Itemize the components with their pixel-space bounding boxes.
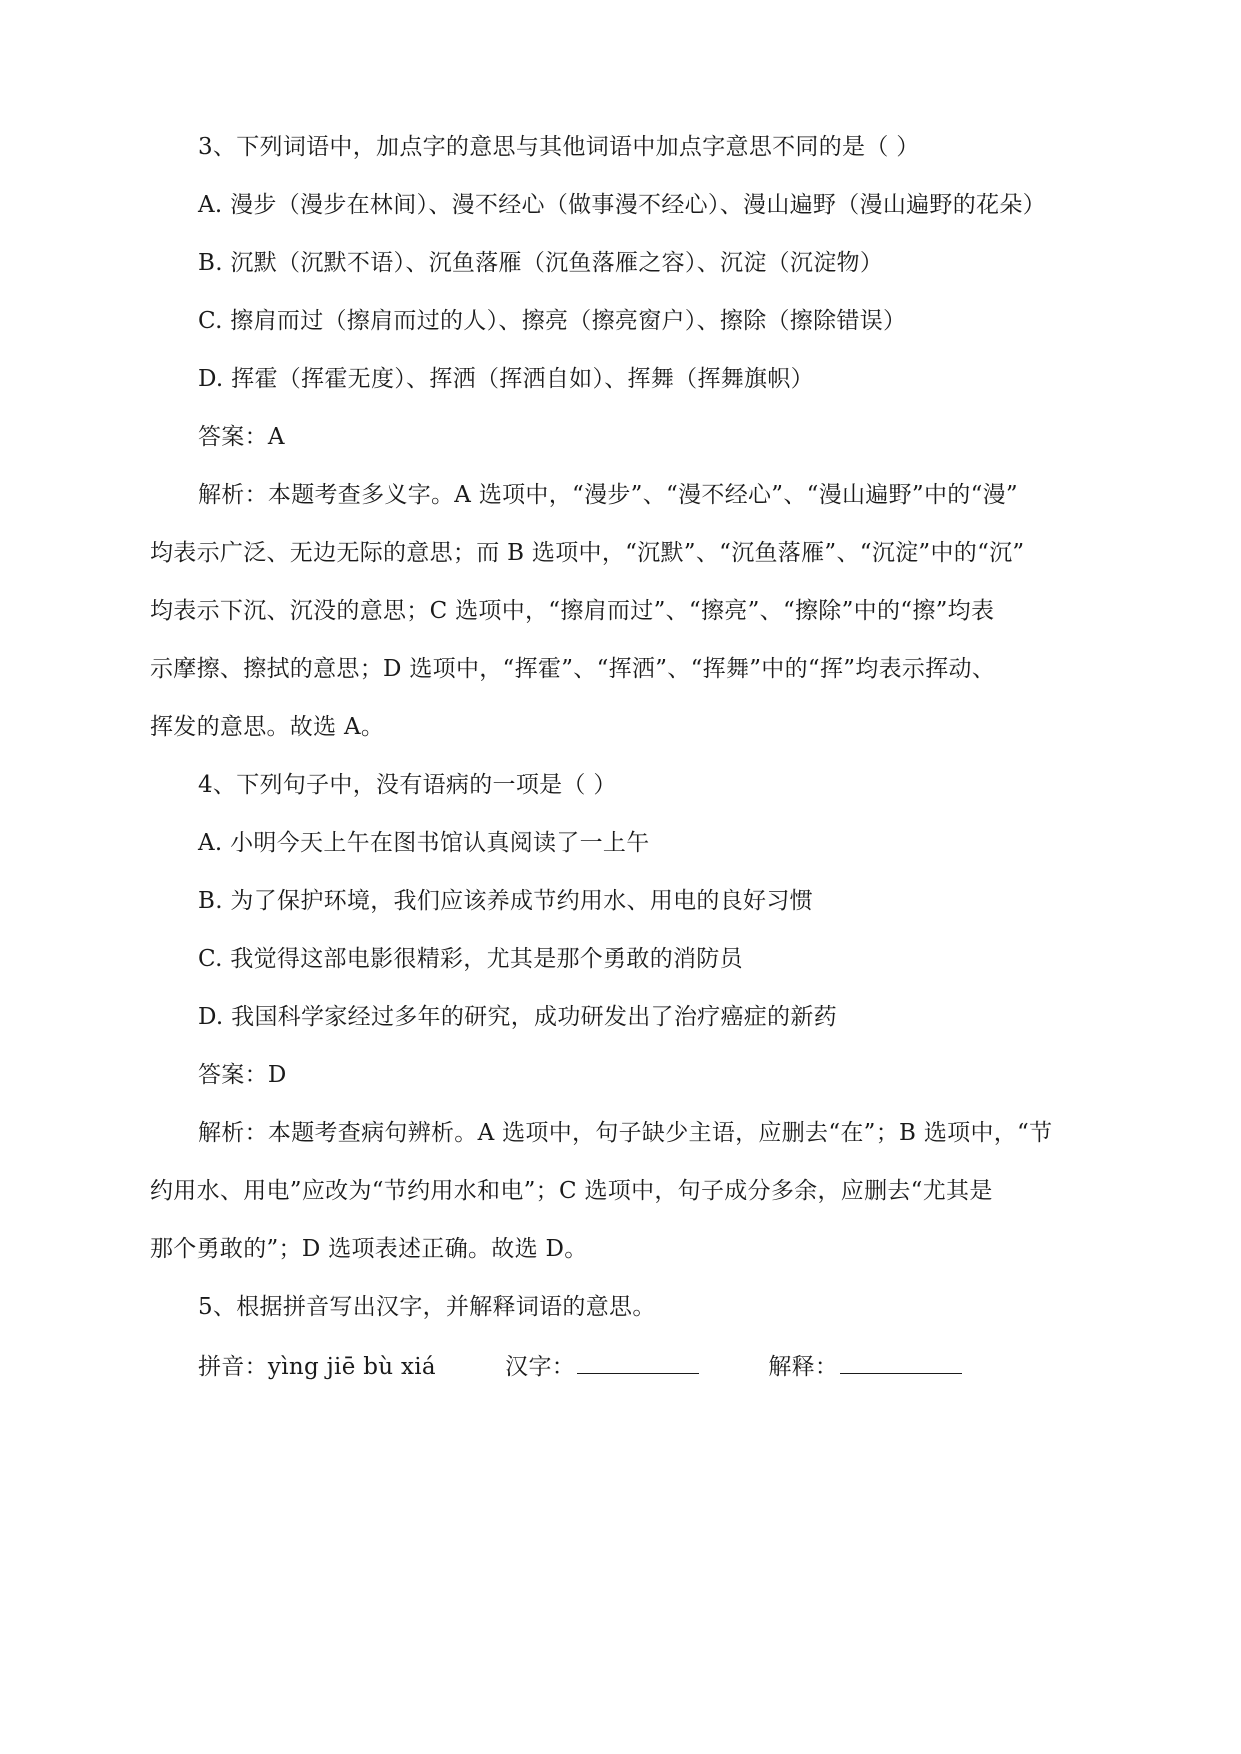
pinyin-text: yìng jiē bù xiá	[267, 1354, 436, 1380]
q4-answer: 答案：D	[198, 1062, 287, 1088]
q3-analysis-line-5: 挥发的意思。故选 A。	[150, 714, 385, 740]
q4-analysis-line-1: 解析：本题考查病句辨析。A 选项中，句子缺少主语，应删去“在”；B 选项中，“节	[198, 1120, 1053, 1146]
q4-option-a: A. 小明今天上午在图书馆认真阅读了一上午	[198, 830, 650, 856]
q3-analysis-line-3: 均表示下沉、沉没的意思；C 选项中，“擦肩而过”、“擦亮”、“擦除”中的“擦”均表	[150, 598, 995, 624]
q4-analysis-line-2: 约用水、用电”应改为“节约用水和电”；C 选项中，句子成分多余，应删去“尤其是	[150, 1178, 993, 1204]
q3-analysis-line-1: 解析：本题考查多义字。A 选项中，“漫步”、“漫不经心”、“漫山遍野”中的“漫”	[198, 482, 1018, 508]
q4-analysis-line-3: 那个勇敢的”；D 选项表述正确。故选 D。	[150, 1236, 588, 1262]
q4-option-d: D. 我国科学家经过多年的研究，成功研发出了治疗癌症的新药	[198, 1004, 837, 1030]
question-4: 4、下列句子中，没有语病的一项是（ ）	[198, 772, 617, 798]
hanzi-label: 汉字：	[505, 1354, 576, 1380]
hanzi-blank[interactable]	[577, 1349, 699, 1374]
question-5: 5、根据拼音写出汉字，并解释词语的意思。	[198, 1294, 656, 1320]
explain-blank[interactable]	[840, 1349, 962, 1374]
q3-analysis-line-4: 示摩擦、擦拭的意思；D 选项中，“挥霍”、“挥洒”、“挥舞”中的“挥”均表示挥动、	[150, 656, 996, 682]
q3-analysis-line-2: 均表示广泛、无边无际的意思；而 B 选项中，“沉默”、“沉鱼落雁”、“沉淀”中的“沉”	[150, 540, 1025, 566]
pinyin-row	[198, 1349, 1138, 1383]
q3-option-d: D. 挥霍（挥霍无度）、挥洒（挥洒自如）、挥舞（挥舞旗帜）	[198, 366, 814, 392]
q3-answer: 答案：A	[198, 424, 285, 450]
explain-label: 解释：	[768, 1354, 839, 1380]
q3-option-b: B. 沉默（沉默不语）、沉鱼落雁（沉鱼落雁之容）、沉淀（沉淀物）	[198, 250, 884, 276]
q3-option-a: A. 漫步（漫步在林间）、漫不经心（做事漫不经心）、漫山遍野（漫山遍野的花朵）	[198, 192, 1046, 218]
q4-option-b: B. 为了保护环境，我们应该养成节约用水、用电的良好习惯	[198, 888, 813, 914]
q3-option-c: C. 擦肩而过（擦肩而过的人）、擦亮（擦亮窗户）、擦除（擦除错误）	[198, 308, 907, 334]
pinyin-label: 拼音：	[198, 1354, 268, 1380]
q4-option-c: C. 我觉得这部电影很精彩，尤其是那个勇敢的消防员	[198, 946, 743, 972]
question-3: 3、下列词语中，加点字的意思与其他词语中加点字意思不同的是（ ）	[198, 134, 920, 160]
